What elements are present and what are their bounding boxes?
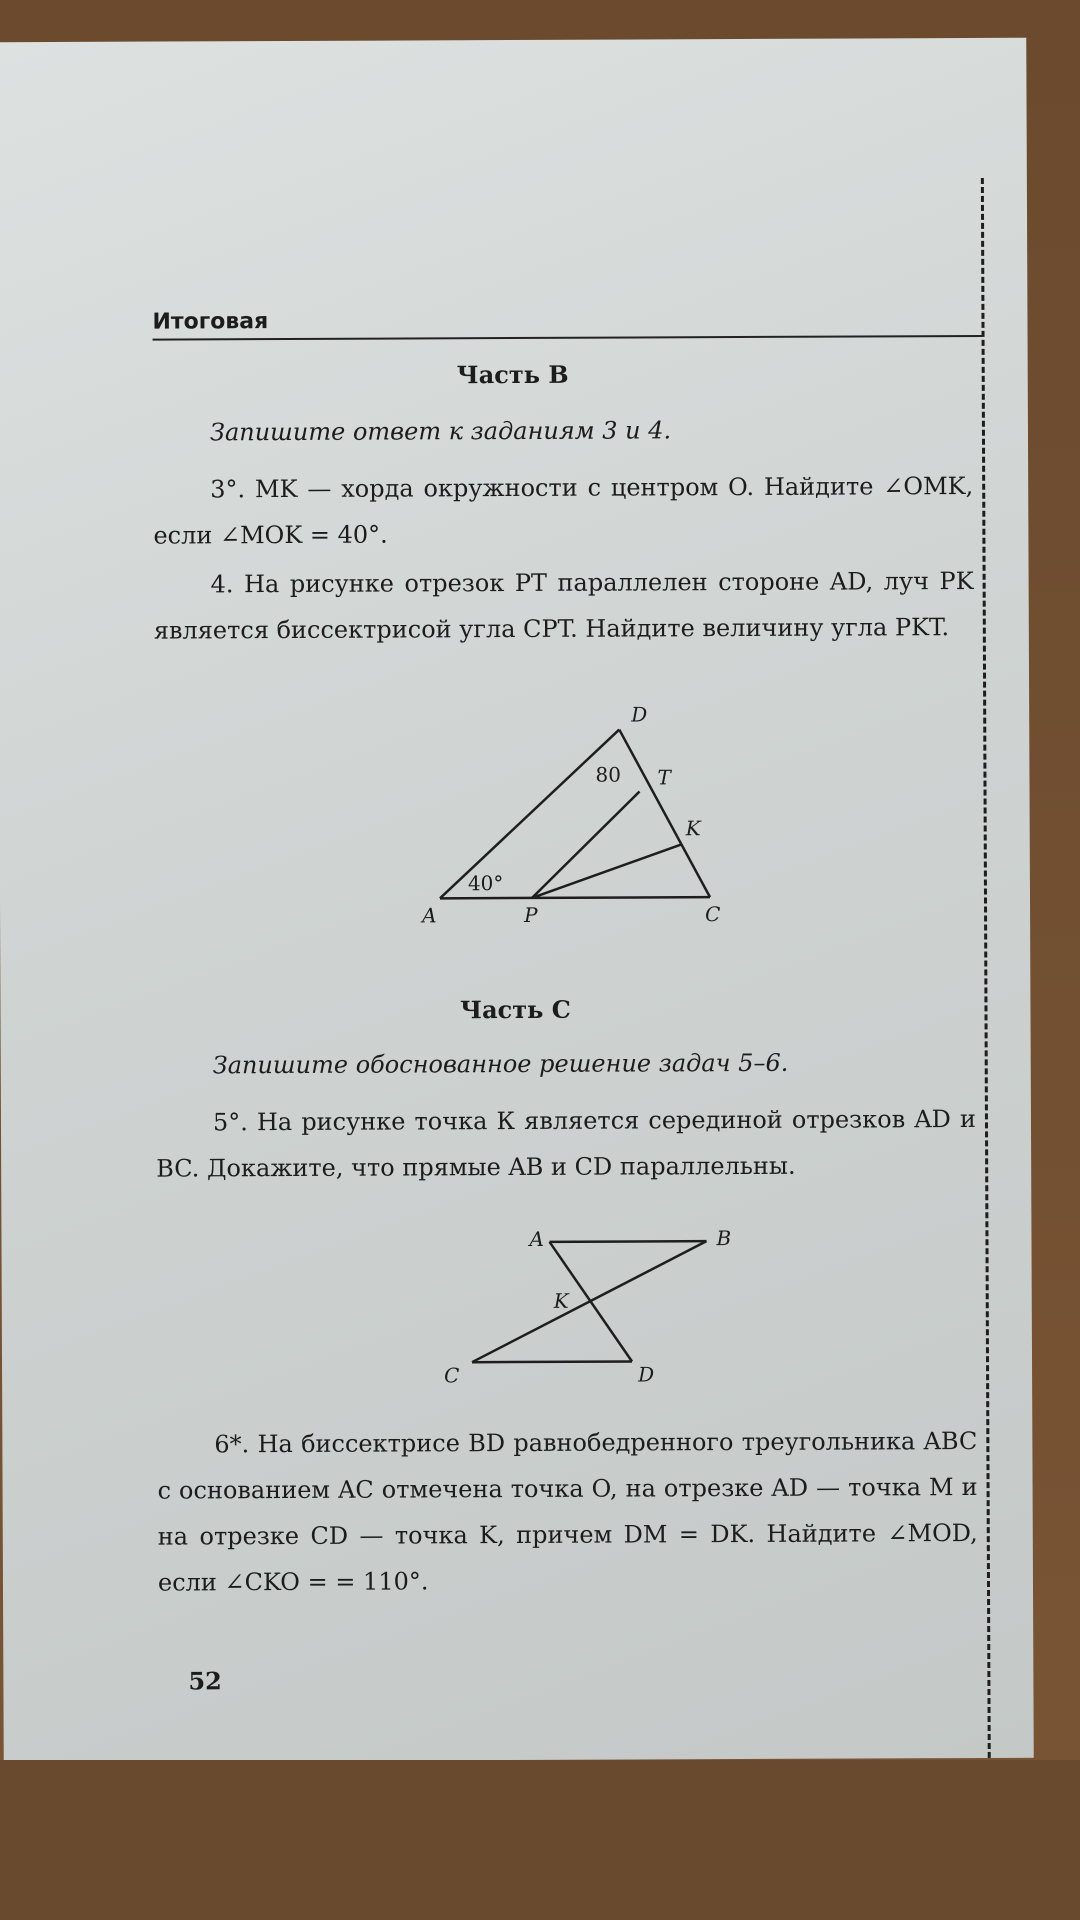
label-c: C	[705, 902, 721, 927]
segment-ad	[439, 730, 620, 899]
angle-label-40: 40°	[467, 871, 504, 896]
page-number: 52	[188, 1666, 222, 1696]
label-a: A	[422, 903, 437, 928]
problem-3: 3°. MK — хорда окружности с центром O. Найдите ∠OMK, если ∠MOK = 40°.	[153, 471, 974, 550]
label-k: K	[685, 816, 701, 841]
segment-pk	[532, 844, 682, 898]
segment-ab	[549, 1241, 706, 1242]
label-t: T	[657, 765, 671, 790]
figure-triangle-adc	[399, 699, 760, 931]
segment-pt	[532, 791, 640, 897]
problem-6: 6*. На биссектрисе BD равнобедренного треугольника ABC с основанием AC отмечена точка O, на отрезке AD — точка M и на отрезке CD — точка K, причем DM = DK. Найдите ∠MOD, если ∠CKO = = 110°.	[157, 1426, 978, 1597]
part-b-instruction: Запишите ответ к заданиям 3 и 4.	[209, 416, 672, 447]
segment-bc	[471, 1241, 707, 1362]
problem-5: 5°. На рисунке точка К является серединой отрезков AD и BC. Докажите, что прямые AB и CD параллельны.	[156, 1104, 977, 1183]
part-b-title: Часть B	[456, 359, 569, 390]
section-header: Итоговая	[152, 306, 982, 341]
label-k: K	[553, 1288, 569, 1313]
label-b: B	[716, 1226, 732, 1251]
book-page	[0, 38, 1034, 1762]
segment-ac	[440, 897, 710, 898]
part-c-instruction: Запишите обоснованное решение задач 5–6.	[212, 1048, 789, 1080]
segment-dc	[619, 729, 710, 897]
label-p: P	[524, 902, 538, 927]
segment-cd	[472, 1361, 632, 1362]
part-c-title: Часть C	[460, 994, 571, 1025]
table-surface	[0, 1760, 1080, 1920]
label-a: A	[529, 1226, 544, 1251]
cut-line	[981, 178, 991, 1758]
problem-4: 4. На рисунке отрезок PT параллелен стороне AD, луч PK является биссектрисой угла CPT. Найдите величину угла PKT.	[153, 566, 974, 645]
angle-label-80: 80	[595, 762, 621, 787]
label-d: D	[638, 1362, 655, 1387]
label-c: C	[444, 1363, 460, 1388]
figure-crossing-segments	[431, 1219, 752, 1390]
label-d: D	[631, 702, 648, 727]
